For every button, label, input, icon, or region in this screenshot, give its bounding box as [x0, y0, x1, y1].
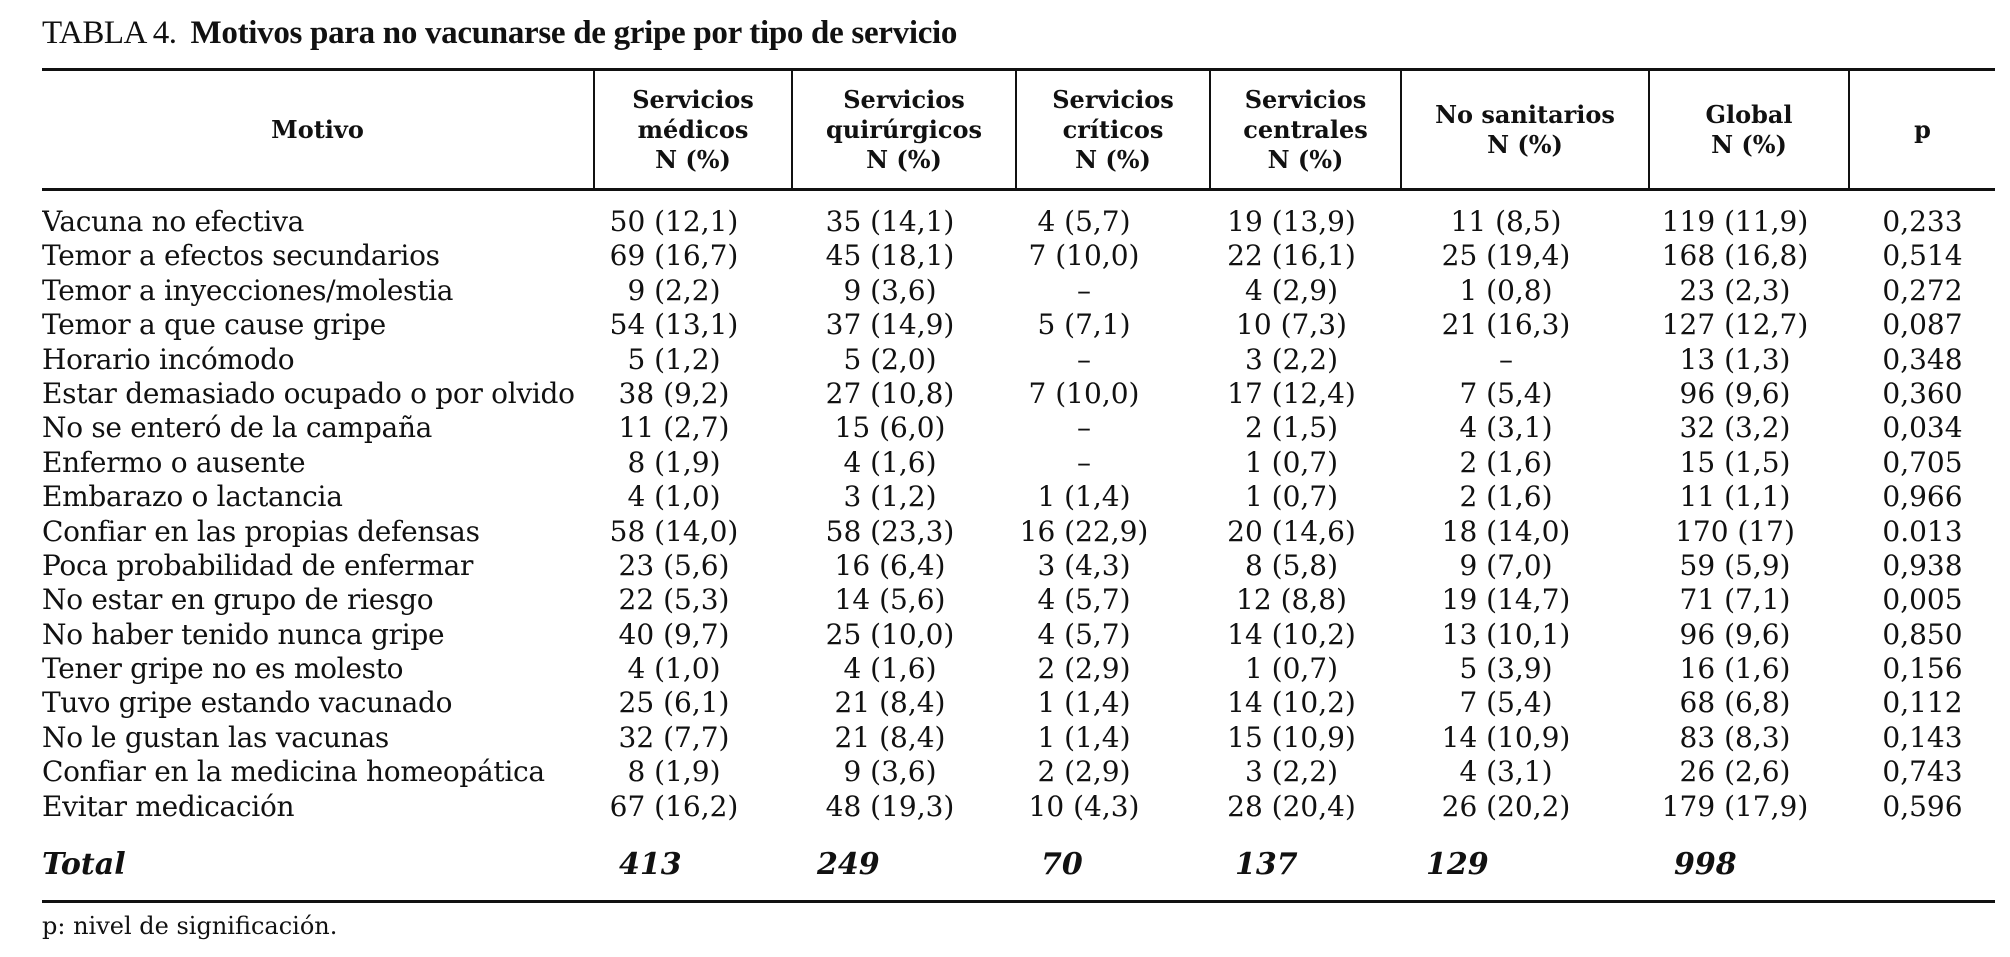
cell-p: 0.013	[1882, 514, 1963, 548]
cell-servicios-criticos: –	[1077, 411, 1091, 445]
cell-p: 0,272	[1882, 273, 1963, 307]
cell-p: 0,596	[1882, 789, 1963, 823]
table-number-label: TABLA 4.	[42, 15, 177, 51]
cell-servicios-centrales: 4 (2,9)	[1244, 273, 1339, 307]
cell-motivo: Confiar en las propias defensas	[42, 514, 480, 548]
cell-servicios-centrales: 15 (10,9)	[1227, 720, 1356, 754]
cell-servicios-centrales: 3 (2,2)	[1244, 755, 1339, 789]
cell-motivo: Poca probabilidad de enfermar	[42, 548, 474, 582]
cell-global: 83 (8,3)	[1679, 720, 1791, 754]
cell-global: 15 (1,5)	[1679, 445, 1791, 479]
cell-servicios-quirurgicos: 35 (14,1)	[825, 205, 955, 238]
cell-global: 68 (6,8)	[1679, 686, 1791, 720]
cell-no-sanitarios: 7 (5,4)	[1459, 376, 1553, 410]
total-servicios-criticos: 70	[1041, 846, 1083, 882]
cell-global: 71 (7,1)	[1679, 583, 1791, 617]
cell-global: 23 (2,3)	[1679, 273, 1791, 307]
cell-servicios-centrales: 28 (20,4)	[1227, 789, 1356, 823]
cell-no-sanitarios: 26 (20,2)	[1441, 789, 1571, 823]
total-servicios-centrales: 137	[1235, 846, 1298, 882]
cell-no-sanitarios: 18 (14,0)	[1441, 514, 1571, 548]
cell-motivo: Vacuna no efectiva	[42, 205, 304, 238]
cell-servicios-medicos: 22 (5,3)	[618, 583, 730, 617]
cell-no-sanitarios: –	[1499, 342, 1513, 376]
header-p: p	[1914, 114, 1931, 144]
cell-motivo: Tener gripe no es molesto	[42, 652, 404, 686]
cell-no-sanitarios: 5 (3,9)	[1459, 652, 1553, 686]
cell-servicios-centrales: 2 (1,5)	[1244, 411, 1339, 445]
cell-servicios-medicos: 4 (1,0)	[627, 480, 721, 514]
cell-no-sanitarios: 2 (1,6)	[1459, 480, 1553, 514]
cell-servicios-criticos: 1 (1,4)	[1037, 480, 1131, 514]
cell-servicios-centrales: 1 (0,7)	[1244, 480, 1339, 514]
cell-servicios-criticos: –	[1077, 273, 1091, 307]
cell-global: 11 (1,1)	[1679, 480, 1791, 514]
cell-no-sanitarios: 4 (3,1)	[1459, 411, 1553, 445]
cell-servicios-medicos: 40 (9,7)	[618, 617, 730, 651]
cell-servicios-medicos: 25 (6,1)	[618, 686, 730, 720]
cell-servicios-centrales: 10 (7,3)	[1236, 308, 1347, 342]
cell-servicios-quirurgicos: 37 (14,9)	[825, 308, 955, 342]
table-title-text: Motivos para no vacunarse de gripe por tipo de servicio	[190, 15, 958, 51]
cell-servicios-medicos: 11 (2,7)	[618, 411, 730, 445]
cell-servicios-quirurgicos: 4 (1,6)	[843, 652, 937, 686]
table-row	[42, 446, 1995, 480]
cell-p: 0,850	[1882, 617, 1963, 651]
cell-servicios-criticos: 1 (1,4)	[1037, 720, 1131, 754]
cell-motivo: No se enteró de la campaña	[42, 411, 433, 445]
cell-motivo: No haber tenido nunca gripe	[42, 617, 445, 651]
cell-servicios-medicos: 8 (1,9)	[627, 755, 721, 789]
data-table	[42, 68, 1995, 903]
cell-servicios-criticos: 3 (4,3)	[1037, 548, 1131, 582]
cell-global: 16 (1,6)	[1679, 652, 1791, 686]
table-row	[42, 583, 1995, 617]
cell-servicios-criticos: 7 (10,0)	[1028, 376, 1140, 410]
cell-p: 0,966	[1882, 480, 1963, 514]
cell-servicios-criticos: 7 (10,0)	[1028, 239, 1140, 273]
cell-servicios-medicos: 9 (2,2)	[627, 273, 721, 307]
cell-global: 170 (17)	[1675, 514, 1795, 548]
cell-servicios-criticos: –	[1077, 445, 1091, 479]
cell-global: 179 (17,9)	[1661, 789, 1809, 823]
footnote: p: nivel de significación.	[42, 912, 338, 940]
cell-servicios-centrales: 1 (0,7)	[1244, 445, 1339, 479]
cell-servicios-criticos: 4 (5,7)	[1037, 205, 1131, 238]
cell-servicios-quirurgicos: 5 (2,0)	[843, 342, 937, 376]
cell-servicios-medicos: 69 (16,7)	[609, 239, 739, 273]
table-row	[42, 515, 1995, 549]
cell-motivo: Temor a que cause gripe	[42, 308, 386, 342]
cell-servicios-centrales: 17 (12,4)	[1227, 376, 1356, 410]
cell-servicios-medicos: 67 (16,2)	[609, 789, 739, 823]
cell-p: 0,087	[1882, 308, 1963, 342]
cell-servicios-quirurgicos: 4 (1,6)	[843, 445, 937, 479]
cell-servicios-quirurgicos: 25 (10,0)	[825, 617, 955, 651]
cell-p: 0,705	[1882, 445, 1963, 479]
cell-p: 0,143	[1882, 720, 1963, 754]
cell-motivo: Tuvo gripe estando vacunado	[42, 686, 453, 720]
cell-no-sanitarios: 4 (3,1)	[1459, 755, 1553, 789]
cell-motivo: Evitar medicación	[42, 789, 295, 823]
cell-servicios-centrales: 14 (10,2)	[1227, 686, 1356, 720]
cell-motivo: Temor a inyecciones/molestia	[42, 273, 454, 307]
table-row	[42, 755, 1995, 789]
cell-global: 26 (2,6)	[1679, 755, 1791, 789]
total-row	[42, 828, 1995, 900]
header-servicios-centrales: Servicios centrales N (%)	[1211, 71, 1402, 188]
cell-servicios-quirurgicos: 27 (10,8)	[825, 376, 955, 410]
cell-motivo: Confiar en la medicina homeopática	[42, 755, 545, 789]
cell-no-sanitarios: 9 (7,0)	[1459, 548, 1553, 582]
cell-no-sanitarios: 7 (5,4)	[1459, 686, 1553, 720]
cell-global: 59 (5,9)	[1679, 548, 1791, 582]
total-global: 998	[1674, 846, 1737, 882]
cell-servicios-medicos: 4 (1,0)	[627, 652, 721, 686]
cell-p: 0,112	[1882, 686, 1963, 720]
cell-servicios-criticos: 2 (2,9)	[1037, 652, 1131, 686]
cell-servicios-criticos: –	[1077, 342, 1091, 376]
table-row	[42, 652, 1995, 686]
cell-servicios-centrales: 19 (13,9)	[1227, 205, 1356, 238]
cell-servicios-criticos: 1 (1,4)	[1037, 686, 1131, 720]
cell-servicios-medicos: 8 (1,9)	[627, 445, 721, 479]
table-row	[42, 239, 1995, 273]
cell-p: 0,360	[1882, 376, 1963, 410]
table-row	[42, 480, 1995, 514]
cell-no-sanitarios: 25 (19,4)	[1441, 239, 1571, 273]
cell-p: 0,743	[1882, 755, 1963, 789]
cell-motivo: Estar demasiado ocupado o por olvido	[42, 376, 575, 410]
cell-servicios-quirurgicos: 9 (3,6)	[843, 273, 937, 307]
cell-servicios-criticos: 4 (5,7)	[1037, 617, 1131, 651]
total-no-sanitarios: 129	[1426, 846, 1489, 882]
table-row	[42, 205, 1995, 239]
cell-p: 0,005	[1882, 583, 1963, 617]
cell-servicios-centrales: 12 (8,8)	[1236, 583, 1347, 617]
cell-servicios-medicos: 5 (1,2)	[627, 342, 721, 376]
table-row	[42, 790, 1995, 824]
cell-motivo: No le gustan las vacunas	[42, 720, 389, 754]
cell-servicios-centrales: 14 (10,2)	[1227, 617, 1356, 651]
cell-servicios-medicos: 54 (13,1)	[609, 308, 739, 342]
cell-servicios-quirurgicos: 15 (6,0)	[834, 411, 946, 445]
table-title	[42, 10, 957, 56]
cell-servicios-centrales: 8 (5,8)	[1244, 548, 1339, 582]
cell-no-sanitarios: 14 (10,9)	[1441, 720, 1571, 754]
cell-servicios-quirurgicos: 45 (18,1)	[825, 239, 955, 273]
cell-servicios-medicos: 23 (5,6)	[618, 548, 730, 582]
cell-p: 0,233	[1882, 205, 1963, 238]
total-label: Total	[42, 846, 126, 882]
table-row	[42, 343, 1995, 377]
header-servicios-criticos: Servicios críticos N (%)	[1017, 71, 1211, 188]
cell-motivo: Temor a efectos secundarios	[42, 239, 440, 273]
cell-servicios-quirurgicos: 16 (6,4)	[834, 548, 946, 582]
cell-servicios-medicos: 38 (9,2)	[618, 376, 730, 410]
cell-servicios-quirurgicos: 21 (8,4)	[834, 686, 946, 720]
cell-p: 0,938	[1882, 548, 1963, 582]
cell-servicios-criticos: 10 (4,3)	[1028, 789, 1140, 823]
cell-servicios-criticos: 4 (5,7)	[1037, 583, 1131, 617]
cell-no-sanitarios: 11 (8,5)	[1450, 205, 1562, 238]
cell-global: 96 (9,6)	[1679, 376, 1791, 410]
cell-no-sanitarios: 13 (10,1)	[1441, 617, 1571, 651]
cell-servicios-criticos: 16 (22,9)	[1019, 514, 1149, 548]
header-motivo: Motivo	[42, 71, 595, 188]
cell-servicios-quirurgicos: 3 (1,2)	[843, 480, 937, 514]
cell-servicios-criticos: 5 (7,1)	[1037, 308, 1131, 342]
table-row	[42, 274, 1995, 308]
cell-p: 0,348	[1882, 342, 1963, 376]
cell-no-sanitarios: 19 (14,7)	[1441, 583, 1571, 617]
table-row	[42, 308, 1995, 342]
cell-servicios-centrales: 1 (0,7)	[1244, 652, 1339, 686]
header-servicios-quirurgicos: Servicios quirúrgicos N (%)	[793, 71, 1017, 188]
header-servicios-medicos: Servicios médicos N (%)	[595, 71, 793, 188]
cell-servicios-quirurgicos: 58 (23,3)	[825, 514, 955, 548]
header-global: Global N (%)	[1650, 71, 1850, 188]
cell-servicios-medicos: 50 (12,1)	[609, 205, 739, 238]
cell-no-sanitarios: 21 (16,3)	[1441, 308, 1571, 342]
cell-p: 0,156	[1882, 652, 1963, 686]
table-header	[42, 71, 1995, 191]
header-no-sanitarios: No sanitarios N (%)	[1402, 71, 1650, 188]
cell-global: 96 (9,6)	[1679, 617, 1791, 651]
cell-servicios-quirurgicos: 48 (19,3)	[825, 789, 955, 823]
table-row	[42, 618, 1995, 652]
cell-servicios-centrales: 3 (2,2)	[1244, 342, 1339, 376]
cell-global: 119 (11,9)	[1661, 205, 1809, 238]
cell-p: 0,034	[1882, 411, 1963, 445]
table-row	[42, 377, 1995, 411]
cell-servicios-medicos: 32 (7,7)	[618, 720, 730, 754]
total-servicios-medicos: 413	[619, 846, 682, 882]
cell-servicios-quirurgicos: 14 (5,6)	[834, 583, 946, 617]
cell-motivo: Horario incómodo	[42, 342, 295, 376]
cell-global: 168 (16,8)	[1661, 239, 1809, 273]
cell-global: 32 (3,2)	[1679, 411, 1791, 445]
cell-servicios-quirurgicos: 21 (8,4)	[834, 720, 946, 754]
cell-servicios-quirurgicos: 9 (3,6)	[843, 755, 937, 789]
cell-servicios-centrales: 20 (14,6)	[1227, 514, 1356, 548]
table-row	[42, 686, 1995, 720]
cell-no-sanitarios: 1 (0,8)	[1459, 273, 1553, 307]
cell-motivo: No estar en grupo de riesgo	[42, 583, 434, 617]
table-row	[42, 549, 1995, 583]
cell-p: 0,514	[1882, 239, 1963, 273]
cell-servicios-criticos: 2 (2,9)	[1037, 755, 1131, 789]
table-body	[42, 191, 1995, 824]
cell-global: 13 (1,3)	[1679, 342, 1791, 376]
table-row	[42, 721, 1995, 755]
table-row	[42, 411, 1995, 445]
cell-global: 127 (12,7)	[1661, 308, 1809, 342]
cell-no-sanitarios: 2 (1,6)	[1459, 445, 1553, 479]
cell-servicios-centrales: 22 (16,1)	[1227, 239, 1356, 273]
cell-servicios-medicos: 58 (14,0)	[609, 514, 739, 548]
cell-motivo: Embarazo o lactancia	[42, 480, 343, 514]
total-servicios-quirurgicos: 249	[817, 846, 880, 882]
cell-motivo: Enfermo o ausente	[42, 445, 306, 479]
